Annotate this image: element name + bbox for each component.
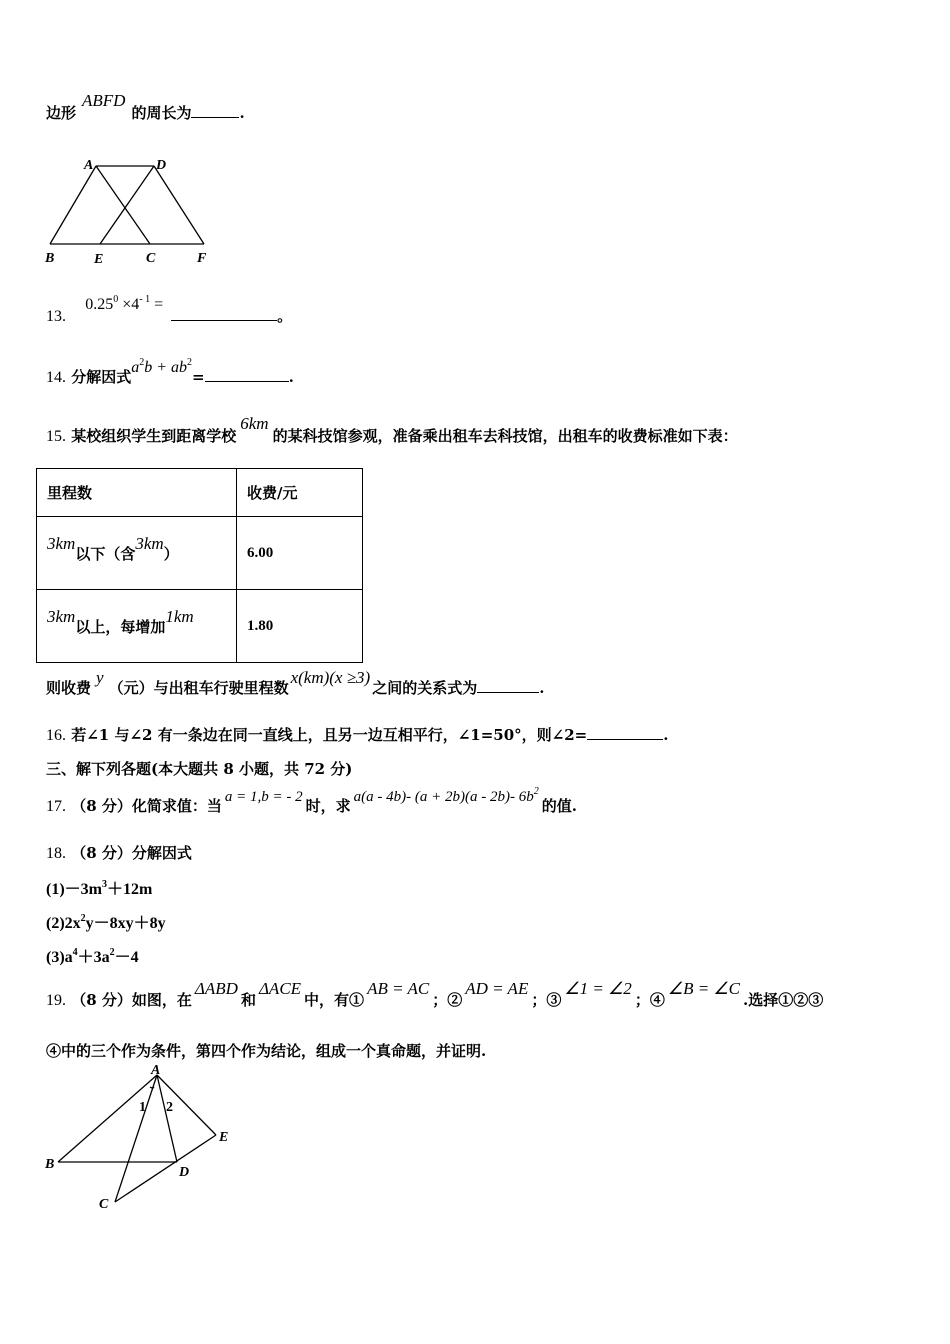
parallelogram-figure	[40, 155, 220, 270]
taxi-fee-table	[36, 468, 363, 663]
fig1-label-b: B	[45, 251, 55, 266]
q17-condition: a = 1,b = - 2	[224, 789, 303, 805]
q17-expression: a(a - 4b)- (a + 2b)(a - 2b)- $6b^2$	[353, 786, 539, 805]
q15-distance: 6km	[240, 414, 269, 433]
fig2-label-a: A	[151, 1065, 161, 1078]
fig2-label-d: D	[179, 1165, 190, 1180]
table-cell-fee: 6.00	[237, 517, 363, 590]
fig2-label-angle1: 1	[139, 1100, 146, 1115]
fig2-angle-arc	[150, 1087, 154, 1088]
answer-blank[interactable]	[171, 319, 277, 321]
fig1-label-c: C	[146, 251, 156, 266]
q13-expression: $0.25^0 \times 4^{- 1}$ =	[85, 294, 164, 313]
table-header-cell: 收费/元	[237, 469, 363, 517]
fig1-segment-df	[154, 166, 204, 244]
fig1-segment-de	[100, 166, 154, 244]
fig1-segment-ac	[96, 166, 150, 244]
question-number: 13.	[46, 308, 66, 325]
fig1-segment-ab	[50, 166, 96, 244]
q18-part-1: $(1)-3m^3+12m$	[46, 879, 153, 898]
question-15: 15. 某校组织学生到距离学校6km的某科技馆参观，准备乘出租车去科技馆，出租车的收费标准如下表：	[46, 414, 738, 445]
fig2-label-angle2: 2	[166, 1100, 173, 1115]
fig2-segment-ec	[115, 1135, 216, 1202]
question-14: 14. 分解因式$a^2b + ab^2=$ .	[46, 357, 294, 386]
table-header-cell: 里程数	[37, 469, 237, 517]
fig2-segment-ad	[157, 1075, 177, 1162]
triangle-figure	[40, 1065, 240, 1213]
fig1-label-f: F	[197, 251, 207, 266]
fig2-label-b: B	[45, 1157, 55, 1172]
q15-domain-expression: x(km)(x ≥3)	[290, 668, 371, 687]
fig2-label-c: C	[99, 1197, 109, 1212]
table-row	[37, 590, 363, 663]
section-heading: 三、解下列各题(本大题共 8 小题，共 72 分)	[46, 760, 353, 778]
q18-part-2: $(2)2x^2y-8xy+8y$	[46, 913, 166, 932]
fig2-label-e: E	[219, 1130, 229, 1145]
q19-line-2: ④中的三个作为条件，第四个作为结论，组成一个真命题，并证明.	[46, 1042, 487, 1060]
answer-blank[interactable]	[191, 116, 239, 118]
question-18: 18. （8 分）分解因式	[46, 844, 192, 862]
question-16: 16. 若∠1 与∠2 有一条边在同一直线上，且另一边互相平行，∠1=50°，则∠2= .	[46, 726, 669, 744]
answer-blank[interactable]	[587, 738, 663, 740]
answer-blank[interactable]	[205, 380, 289, 382]
fig1-label-a: A	[84, 158, 94, 173]
question-17: 17. （8 分）化简求值：当 a = 1,b = - 2 时，求 a(a - 4b)- (a + 2b)(a - 2b)- $6b^2$的值.	[46, 786, 577, 815]
question-13: 13. $0.25^0 \times 4^{- 1}$ =。	[46, 294, 293, 325]
answer-blank[interactable]	[477, 691, 539, 693]
table-row	[37, 517, 363, 590]
question-19: 19. （8 分）如图，在ΔABD和ΔACE中，有①AB = AC；②AD = AE；③∠1 = ∠2；④∠B = ∠C.选择①②③	[46, 979, 824, 1009]
fig1-label-d: D	[156, 158, 167, 173]
q12-math: ABFD	[82, 91, 126, 110]
table-header-row	[37, 469, 363, 517]
fig1-label-e: E	[94, 252, 104, 267]
q15-tail-line: 则收费y（元）与出租车行驶里程数x(km)(x ≥3)之间的关系式为 .	[46, 668, 545, 697]
table-cell-fee: 1.80	[237, 590, 363, 663]
table-cell-mileage: 3km以下（含3km）	[37, 517, 237, 590]
q18-part-3: $(3)a^4+3a^2-4$	[46, 947, 139, 966]
q14-expression: $a^2b + ab^2$	[131, 357, 193, 376]
q12-line: 边形ABFD的周长为 .	[46, 91, 245, 122]
table-cell-mileage: 3km以上，每增加1km	[37, 590, 237, 663]
